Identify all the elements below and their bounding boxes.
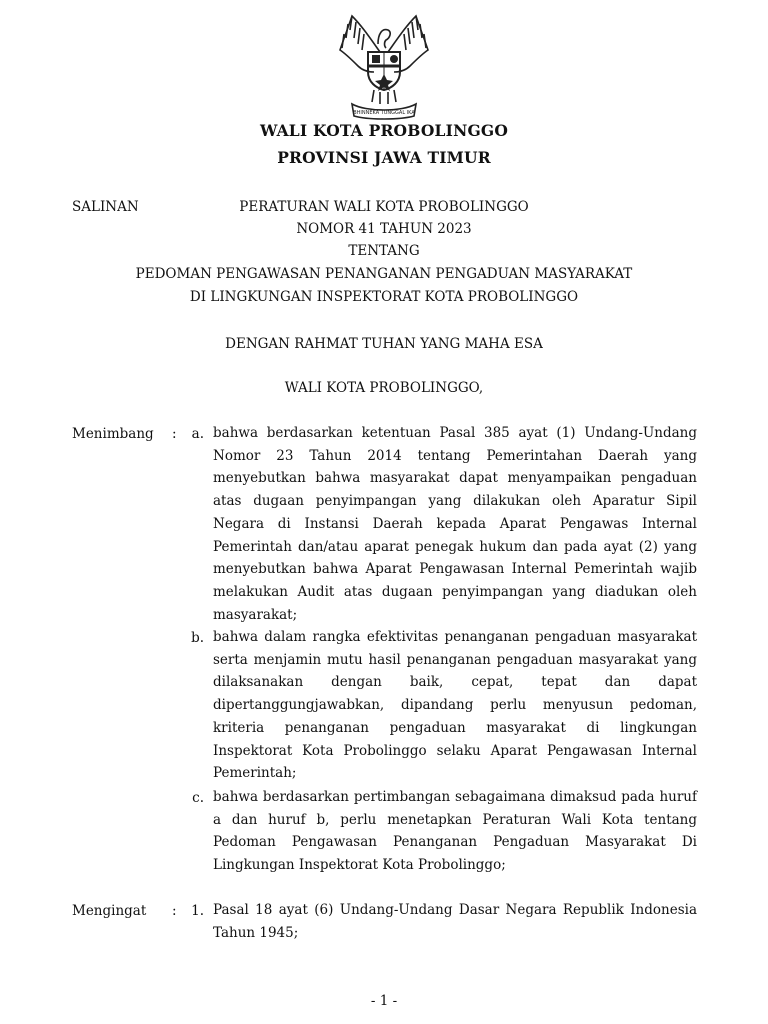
invocation: DENGAN RAHMAT TUHAN YANG MAHA ESA bbox=[225, 336, 543, 352]
regulation-subject-line2: DI LINGKUNGAN INSPEKTORAT KOTA PROBOLINGGO bbox=[189, 289, 579, 305]
list-item-marker: b. bbox=[191, 630, 204, 646]
menimbang-item-b: bahwa dalam rangka efektivitas penanganan pengaduan masyarakat serta menjamin mutu hasil penanganan pengaduan masyarakat yang dilaksanakan dengan baik, cepat, tepat dan dapat dipertanggungjawabkan, dipandang perlu menyusun pedoman, kriteria penanganan pengaduan masyarakat di lingkungan Inspektorat Kota Probolinggo selaku Aparat Pengawasan Internal Pemerintah; bbox=[213, 629, 697, 782]
menimbang-item-a: bahwa berdasarkan ketentuan Pasal 385 ayat (1) Undang-Undang Nomor 23 Tahun 2014 tentang Pemerintahan Daerah yang menyebutkan bahwa masyarakat dapat menyampaikan pengaduan atas dugaan penyimpangan yang dilakukan oleh Aparatur Sipil Negara di Instansi Daerah kepada Aparat Pengawas Internal Pemerintah dan/atau aparat penegak hukum dan pada ayat (2) yang menyebutkan bahwa Aparat Pengawasan Internal Pemerintah wajib melakukan Audit atas dugaan penyimpangan yang diadukan oleh masyarakat; bbox=[213, 425, 697, 623]
page-number: - 1 - bbox=[370, 993, 398, 1009]
svg-text:BHINNEKA TUNGGAL IKA: BHINNEKA TUNGGAL IKA bbox=[353, 110, 415, 116]
regulation-number: NOMOR 41 TAHUN 2023 bbox=[296, 221, 472, 237]
list-item-marker: c. bbox=[192, 790, 204, 806]
copy-mark: SALINAN bbox=[72, 199, 139, 215]
regulation-title: PERATURAN WALI KOTA PROBOLINGGO bbox=[239, 199, 529, 215]
mengingat-colon: : bbox=[172, 903, 177, 919]
authority: WALI KOTA PROBOLINGGO, bbox=[284, 380, 484, 396]
menimbang-item-c: bahwa berdasarkan pertimbangan sebagaimana dimaksud pada huruf a dan huruf b, perlu menetapkan Peraturan Wali Kota tentang Pedoman Pengawasan Penanganan Pengaduan Masyarakat Di Lingkungan Inspektorat Kota Probolinggo; bbox=[213, 789, 697, 874]
mengingat-item-1: Pasal 18 ayat (6) Undang-Undang Dasar Negara Republik Indonesia Tahun 1945; bbox=[213, 902, 697, 941]
garuda-emblem-icon bbox=[322, 8, 446, 122]
list-item-marker: a. bbox=[191, 426, 204, 442]
header-title-line1: WALI KOTA PROBOLINGGO bbox=[259, 121, 509, 140]
regulation-subject-line1: PEDOMAN PENGAWASAN PENANGANAN PENGADUAN MASYARAKAT bbox=[135, 266, 633, 282]
header-title-line2: PROVINSI JAWA TIMUR bbox=[277, 148, 491, 167]
menimbang-label: Menimbang bbox=[72, 426, 154, 442]
regulation-about: TENTANG bbox=[348, 243, 420, 259]
list-item-marker: 1. bbox=[191, 903, 204, 919]
mengingat-label: Mengingat bbox=[72, 903, 147, 919]
menimbang-colon: : bbox=[172, 426, 177, 442]
